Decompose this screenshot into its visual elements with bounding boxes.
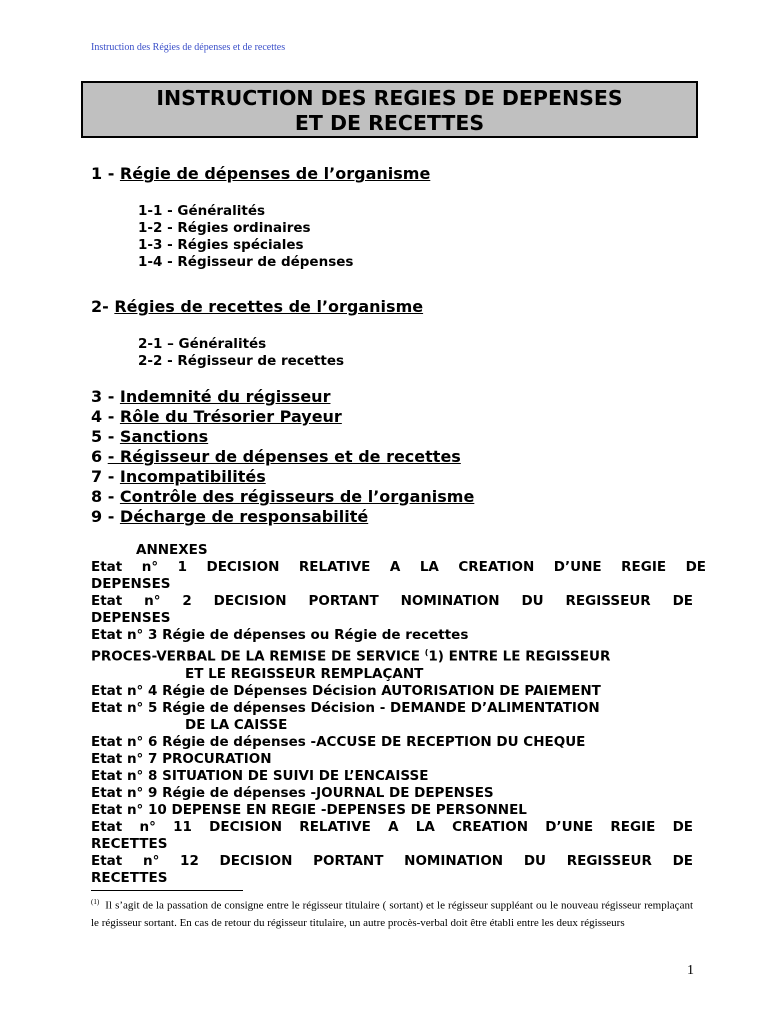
footnote — [91, 894, 693, 932]
table-of-contents — [91, 387, 474, 527]
annex-etat-4: Etat n° 4 Régie de Dépenses Décision AUTORISATION DE PAIEMENT — [91, 682, 601, 699]
toc-item: 6 - Régisseur de dépenses et de recettes — [91, 447, 461, 466]
annex-etat-6: Etat n° 6 Régie de dépenses -ACCUSE DE RECEPTION DU CHEQUE — [91, 733, 586, 750]
annex-etat-1: Etat n° 1 DECISION RELATIVE A LA CREATION D’UNE REGIE DE — [91, 559, 706, 575]
toc-item: 4 - Rôle du Trésorier Payeur — [91, 407, 342, 426]
annex-etat-9: Etat n° 9 Régie de dépenses -JOURNAL DE DEPENSES — [91, 784, 494, 801]
subitem: 1-4 - Régisseur de dépenses — [138, 254, 354, 270]
toc-item: 9 - Décharge de responsabilité — [91, 507, 369, 526]
annex-etat-12-cont: RECETTES — [91, 869, 168, 886]
section-number: 1 - — [91, 164, 120, 183]
toc-item: 3 - Indemnité du régisseur — [91, 387, 331, 406]
toc-item: 8 - Contrôle des régisseurs de l’organisme — [91, 487, 475, 506]
subitem: 1-3 - Régies spéciales — [138, 237, 304, 253]
toc-item: 5 - Sanctions — [91, 427, 209, 446]
section-number: 2- — [91, 297, 115, 316]
subitem: 1-1 - Généralités — [138, 203, 266, 219]
annex-etat-11-cont: RECETTES — [91, 835, 168, 852]
annex-etat-12: Etat n° 12 DECISION PORTANT NOMINATION DU REGISSEUR DE — [91, 852, 693, 869]
annex-etat-5: Etat n° 5 Régie de dépenses Décision - DEMANDE D’ALIMENTATION — [91, 699, 600, 716]
annexes-list — [91, 542, 706, 887]
toc-item: 7 - Incompatibilités — [91, 467, 266, 486]
subitem: 1-2 - Régies ordinaires — [138, 220, 311, 236]
section-label: Régies de recettes de l’organisme — [114, 297, 424, 316]
running-header: Instruction des Régies de dépenses et de recettes — [91, 42, 286, 53]
annex-etat-10: Etat n° 10 DEPENSE EN REGIE -DEPENSES DE PERSONNEL — [91, 801, 527, 818]
subitem: 2-2 - Régisseur de recettes — [138, 353, 345, 369]
document-title-box — [81, 81, 698, 138]
footnote-marker: (1) — [91, 898, 100, 906]
annex-etat-3: Etat n° 3 Régie de dépenses ou Régie de recettes — [91, 627, 469, 643]
section-1-subitems — [138, 203, 353, 271]
section-2-heading — [91, 297, 423, 316]
section-label: Régie de dépenses de l’organisme — [119, 164, 431, 183]
annex-etat-7: Etat n° 7 PROCURATION — [91, 750, 272, 767]
annexes-title: ANNEXES — [136, 542, 208, 558]
annex-proces-verbal-cont: ET LE REGISSEUR REMPLAÇANT — [185, 665, 424, 682]
annex-proces-verbal: PROCES-VERBAL DE LA REMISE DE SERVICE (1) ENTRE LE REGISSEUR — [91, 648, 611, 665]
title-line-1: INSTRUCTION DES REGIES DE DEPENSES — [156, 86, 623, 110]
footnote-text: Il s’agit de la passation de consigne entre le régisseur titulaire ( sortant) et le régisseur suppléant ou le nouveau régisseur remplaçant le régisseur sortant. En cas de retour du régisseur titulaire, un autre procès-verbal doit être établi entre les deux régisseurs — [91, 899, 694, 929]
section-1-heading — [91, 164, 430, 183]
subitem: 2-1 – Généralités — [138, 336, 267, 352]
annex-etat-8: Etat n° 8 SITUATION DE SUIVI DE L’ENCAISSE — [91, 767, 429, 784]
page-number: 1 — [687, 963, 694, 978]
annex-etat-2-cont: DEPENSES — [91, 610, 171, 626]
section-2-subitems — [138, 336, 344, 370]
annex-etat-5-cont: DE LA CAISSE — [185, 716, 288, 733]
annex-etat-1-cont: DEPENSES — [91, 576, 171, 592]
annex-etat-11: Etat n° 11 DECISION RELATIVE A LA CREATION D’UNE REGIE DE — [91, 818, 693, 835]
title-line-2: ET DE RECETTES — [294, 111, 485, 135]
annex-etat-2: Etat n° 2 DECISION PORTANT NOMINATION DU REGISSEUR DE — [91, 593, 693, 609]
footnote-separator — [91, 890, 243, 891]
